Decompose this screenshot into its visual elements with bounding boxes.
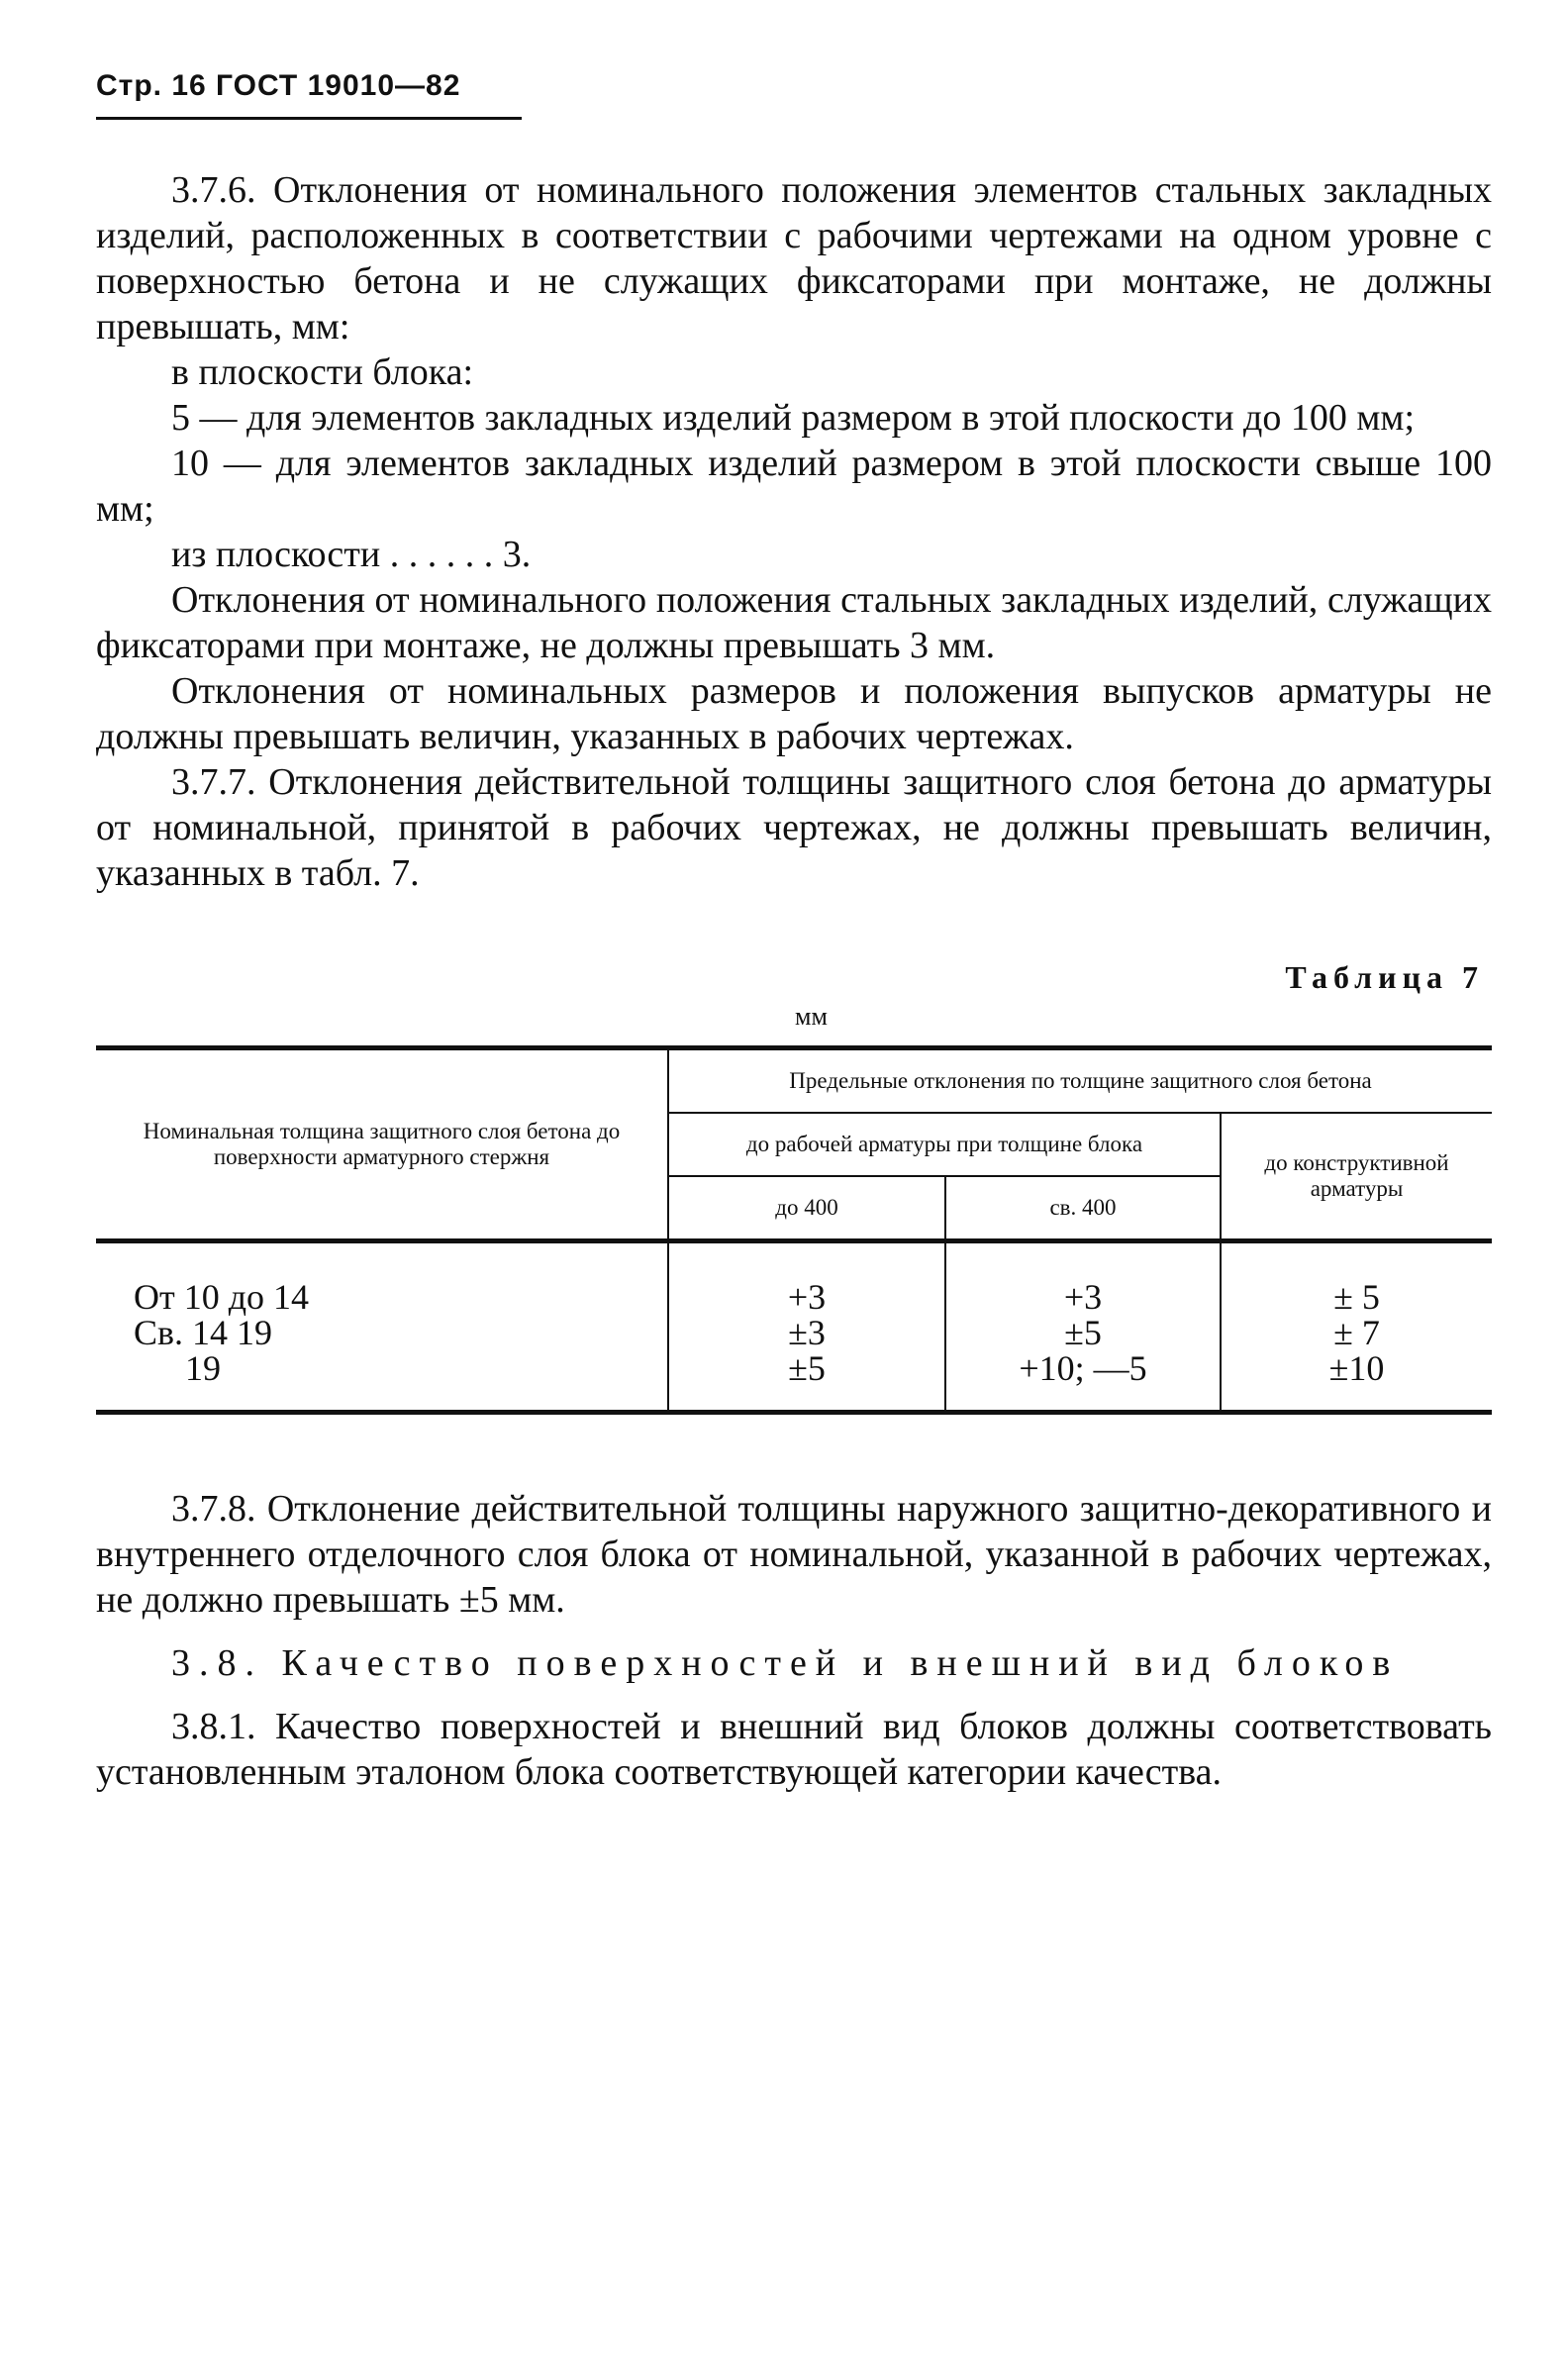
list-item-5: 5 — для элементов закладных изделий размером в этой плоскости до 100 мм; (171, 397, 1416, 439)
paragraph-3-7-8: 3.7.8. Отклонение действительной толщины наружного защитно-декоративного и внутреннего отделочного слоя блока от номинальной, указанной в рабочих чертежах, не должно превышать ±5 мм. (96, 1488, 1492, 1621)
cell-up-to-400: +3 (668, 1241, 945, 1316)
header-working-reinforcement: до рабочей арматуры при толщине блока (668, 1113, 1221, 1176)
header-up-to-400: до 400 (668, 1176, 945, 1241)
page-header: Стр. 16 ГОСТ 19010—82 (96, 69, 522, 120)
header-limit-deviations: Предельные отклонения по толщине защитного слоя бетона (668, 1048, 1492, 1114)
paragraph-in-plane: в плоскости блока: (171, 351, 474, 393)
table-title: Таблица 7 (1285, 959, 1484, 995)
paragraph-3-7-7: 3.7.7. Отклонения действительной толщины защитного слоя бетона до арматуры от номинальной, принятой в рабочих чертежах, не должны превышать величин, указанных в табл. 7. (96, 761, 1492, 894)
header-over-400: св. 400 (945, 1176, 1221, 1241)
paragraph-3-8-1: 3.8.1. Качество поверхностей и внешний вид блоков должны соответствовать установленным эталоном блока соответствующей категории качества. (96, 1706, 1492, 1793)
row-label: От 10 до 14 (134, 1277, 310, 1317)
cell-structural: ± 5 (1221, 1241, 1492, 1316)
document-page (96, 69, 1492, 2346)
header-nominal-thickness: Номинальная толщина защитного слоя бетона до поверхности арматурного стержня (96, 1048, 668, 1241)
paragraph-out-of-plane: из плоскости . . . . . . 3. (171, 534, 532, 575)
table-row (96, 1315, 1492, 1350)
table-row (96, 1241, 1492, 1316)
cell-structural: ±10 (1221, 1350, 1492, 1413)
row-label: 19 (185, 1348, 221, 1388)
table-units: мм (795, 1002, 828, 1031)
section-heading-3-8: 3.8. Качество поверхностей и внешний вид блоков (171, 1642, 1400, 1684)
cell-over-400: ±5 (945, 1315, 1221, 1350)
paragraph-3-7-6: 3.7.6. Отклонения от номинального положения элементов стальных закладных изделий, расположенных в соответствии с рабочими чертежами на одном уровне с поверхностью бетона и не служащих фиксаторами при монтаже, не должны превышать, мм: (96, 169, 1492, 347)
paragraph-outlets: Отклонения от номинальных размеров и положения выпусков арматуры не должны превышать величин, указанных в рабочих чертежах. (96, 670, 1492, 757)
table-7 (96, 1045, 1492, 1415)
cell-up-to-400: ±3 (668, 1315, 945, 1350)
document-body (96, 167, 1492, 1795)
list-item-10: 10 — для элементов закладных изделий размером в этой плоскости свыше 100 мм; (96, 443, 1492, 530)
table-row (96, 1350, 1492, 1413)
cell-up-to-400: ±5 (668, 1350, 945, 1413)
header-structural-reinforcement: до конструктивной арматуры (1221, 1113, 1492, 1241)
cell-structural: ± 7 (1221, 1315, 1492, 1350)
paragraph-fixators: Отклонения от номинального положения стальных закладных изделий, служащих фиксаторами при монтаже, не должны превышать 3 мм. (96, 579, 1492, 666)
cell-over-400: +10; —5 (945, 1350, 1221, 1413)
cell-over-400: +3 (945, 1241, 1221, 1316)
row-label: Св. 14 19 (134, 1313, 273, 1352)
